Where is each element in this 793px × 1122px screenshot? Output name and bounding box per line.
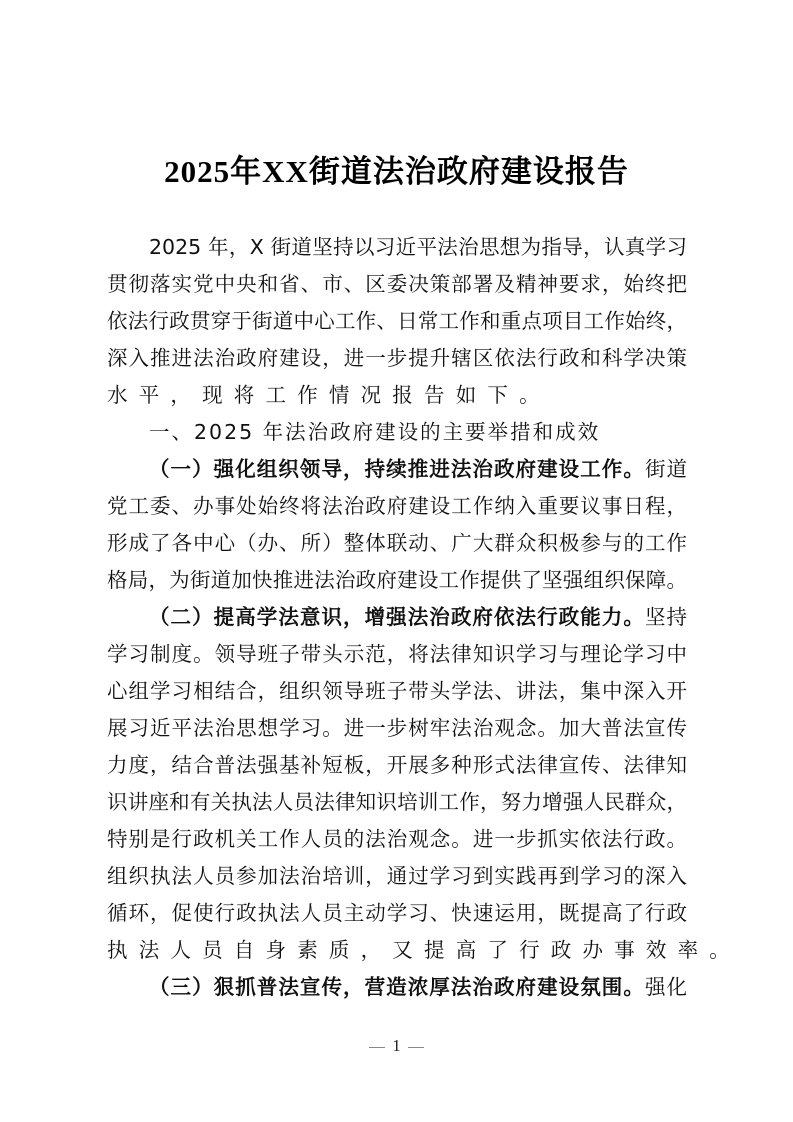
intro-line: 2025 年，X 街道坚持以习近平法治思想为指导，认真学习 bbox=[149, 235, 687, 259]
subsection-2-line: 执法人员自身素质，又提高了行政办事效率。 bbox=[107, 938, 741, 962]
subsection-2-line: 力度，结合普法强基补短板，开展多种形式法律宣传、法律知 bbox=[107, 753, 687, 777]
subsection-2-heading: （二）提高学法意识，增强法治政府依法行政能力。 bbox=[149, 605, 645, 629]
subsection-1-line: 格局，为街道加快推进法治政府建设工作提供了坚强组织保障。 bbox=[107, 568, 687, 592]
document-title: 2025年XX街道法治政府建设报告 bbox=[164, 154, 629, 189]
subsection-1-text: 街道 bbox=[644, 457, 687, 481]
footer-dash-right bbox=[408, 1047, 424, 1048]
subsection-2-line: 展习近平法治思想学习。进一步树牢法治观念。加大普法宣传 bbox=[107, 716, 687, 740]
document-body bbox=[107, 229, 741, 1006]
subsection-2-line: 学习制度。领导班子带头示范，将法律知识学习与理论学习中 bbox=[107, 642, 687, 666]
subsection-1-heading: （一）强化组织领导，持续推进法治政府建设工作。 bbox=[149, 457, 645, 481]
subsection-1-line: 党工委、办事处始终将法治政府建设工作纳入重要议事日程， bbox=[107, 494, 687, 518]
subsection-2-line: 识讲座和有关执法人员法律知识培训工作，努力增强人民群众， bbox=[107, 790, 687, 814]
subsection-2-text: 坚持 bbox=[644, 605, 687, 629]
page-footer bbox=[0, 1036, 793, 1056]
footer-dash-left bbox=[369, 1047, 385, 1048]
intro-line: 深入推进法治政府建设，进一步提升辖区依法行政和科学决策 bbox=[107, 346, 687, 370]
subsection-1-line: 形成了各中心（办、所）整体联动、广大群众积极参与的工作 bbox=[107, 531, 687, 555]
subsection-2-line: 组织执法人员参加法治培训，通过学习到实践再到学习的深入 bbox=[107, 864, 687, 888]
subsection-3-text: 强化 bbox=[644, 975, 687, 999]
subsection-3-first-line bbox=[107, 969, 687, 1006]
subsection-2-line: 循环，促使行政执法人员主动学习、快速运用，既提高了行政 bbox=[107, 901, 687, 925]
subsection-3-heading: （三）狠抓普法宣传，营造浓厚法治政府建设氛围。 bbox=[149, 975, 645, 999]
subsection-2-line: 心组学习相结合，组织领导班子带头学法、讲法，集中深入开 bbox=[107, 679, 687, 703]
subsection-2-first-line bbox=[107, 599, 687, 636]
intro-line: 贯彻落实党中央和省、市、区委决策部署及精神要求，始终把 bbox=[107, 272, 687, 296]
intro-line: 水平，现将工作情况报告如下。 bbox=[107, 383, 551, 407]
intro-line: 依法行政贯穿于街道中心工作、日常工作和重点项目工作始终， bbox=[107, 309, 687, 333]
subsection-1-first-line bbox=[107, 451, 687, 488]
subsection-2-line: 特别是行政机关工作人员的法治观念。进一步抓实依法行政。 bbox=[107, 827, 687, 851]
page-number: 1 bbox=[392, 1036, 401, 1055]
section-heading: 一、2025 年法治政府建设的主要举措和成效 bbox=[149, 420, 601, 444]
